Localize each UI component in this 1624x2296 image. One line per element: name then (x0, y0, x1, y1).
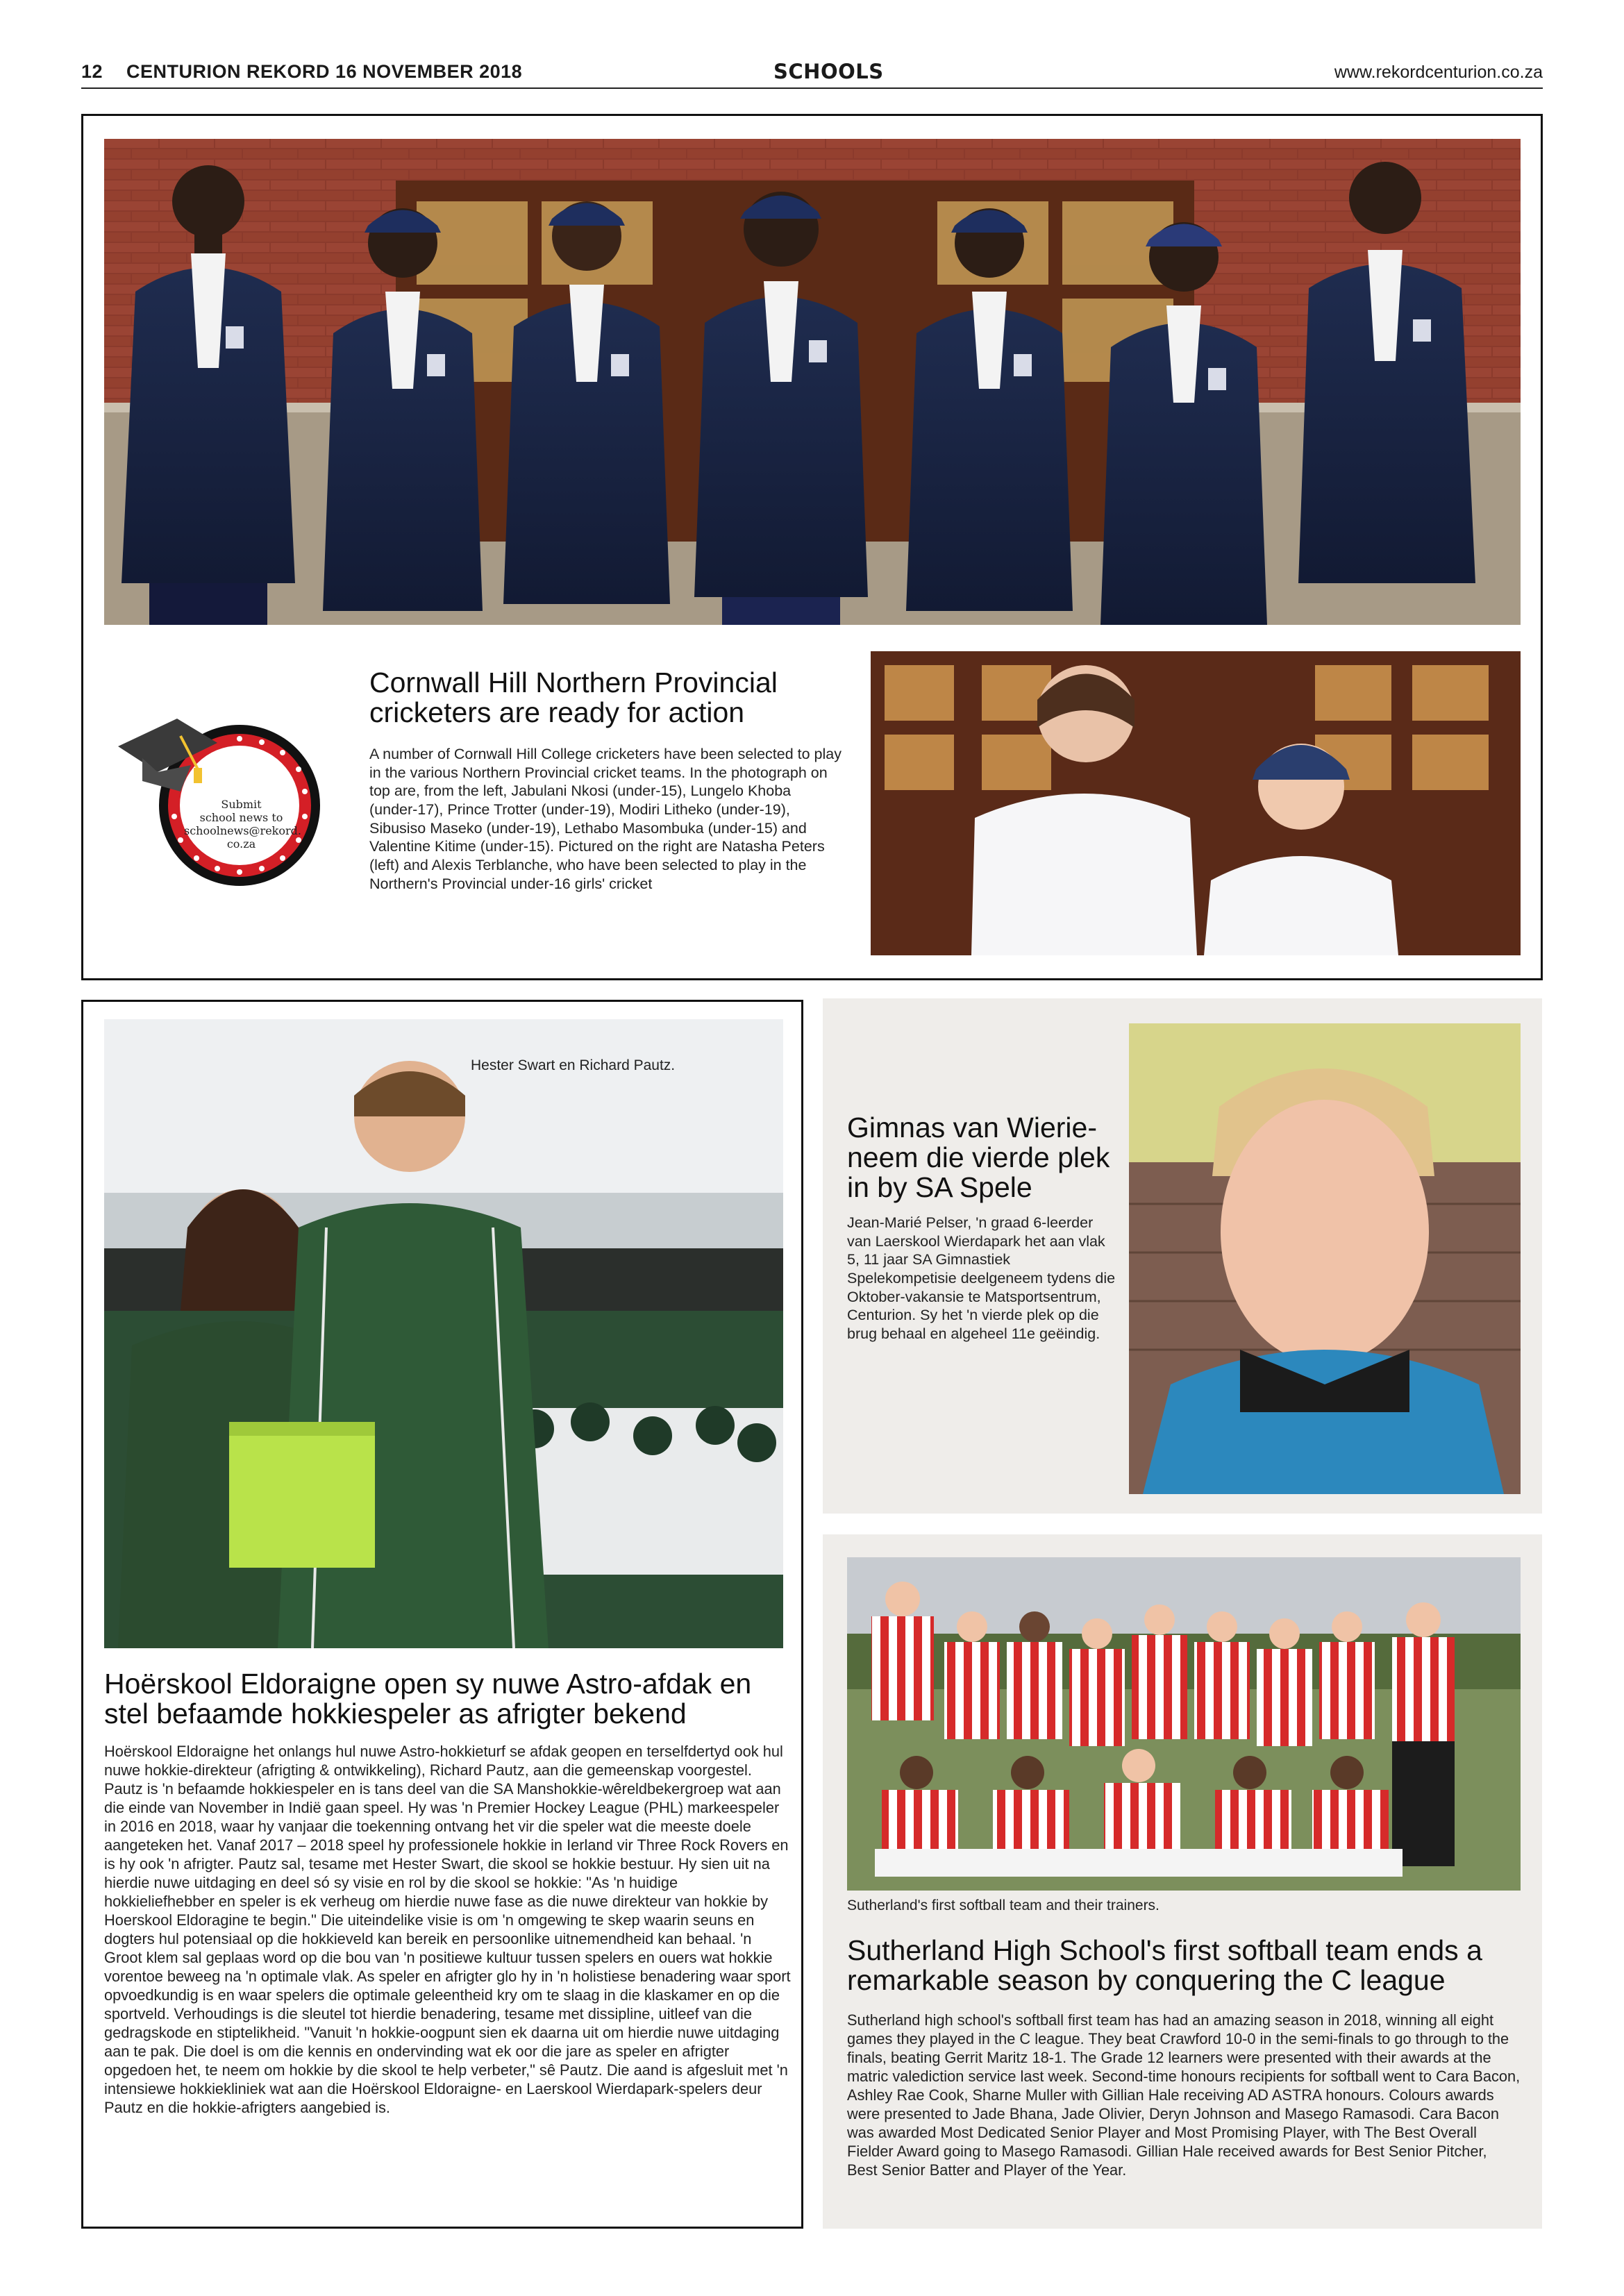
softball-team-photo (847, 1557, 1521, 1891)
hockey-body: Hoërskool Eldoraigne het onlangs hul nuwe Astro-hokkieturf se afdak geopen en terselfdertyd ook hul nuwe hokkie-direkteur (afrigting & ontwikkeling), Richard Pautz, aan die gemeenskap voorgestel. Pautz is 'n befaamde hokkiespeler en is tans deel van die SA Manshokkie-wêreldbekergroep wat aan die einde van November in Indië gaan speel. Hy was 'n Premier Hockey League (PHL) markeespeler in 2016 en 2018, waar hy vanjaar die toekenning ontvang het vir die speler wat die meeste doele aangeteken het. Vanaf 2017 – 2018 speel hy professionele hokkie in Ierland vir Three Rock Rovers en is hy ook 'n afrigter. Pautz sal, tesame met Hester Swart, die skool se hokkie bestuur. Hy sien uit na hierdie nuwe uitdaging en deel só sy visie en rol by die skool se hokkie: "As 'n huidige hokkieliefhebber en speler is ek verheug om hierdie nuwe fase as die nuwe direkteur van hokkie by Hoerskool Eldoragine te begin." Die uiteindelike visie is om 'n omgewing te skep waarin seuns en dogters hul potensiaal op die hokkieveld kan bereik en persoonlike uitnemendheid kan behaal. 'n Groot klem sal geplaas word op die bou van 'n positiewe kultuur tussen spelers en ouers wat hokkie vorentoe beweeg na 'n optimale vlak. As speler en afrigter glo hy in 'n holistiese benadering waar sport opvoedkundig is en waar spelers die optimale geleentheid kry om te slaag in die klaskamer en op die sportveld. Verhoudings is die sleutel tot hierdie benadering, tesame met dissipline, uitleef van die gedragskode en stiptelikheid. "Vanuit 'n hokkie-oogpunt sien ek daarna uit om hierdie nuwe uitdaging aan te pak. Die doel is om die kennis en ondervinding wat ek oor die jare as speler en afrigter opgedoen het, te neem om hokkie by die skool te help verbeter," sê Pautz. Die aand is afgesluit met 'n intensiewe hokkiekliniek wat aan die Hoërskool Eldoraigne- en Laerskool Wierdapark-spelers deur Pautz en die hokkie-afrigters aangebied is. (104, 1743, 791, 2117)
softball-body: Sutherland high school's softball first team has had an amazing season in 2018, winning all eight games they played in the C league. They beat Crawford 10-0 in the semi-finals to go through to the finals, beating Gerrit Maritz 18-1. The Grade 12 learners were presented with their awards at the matric valediction service last week. Second-time honours recipients for softball went to Cara Bacon, Ashley Rae Cook, Sharne Muller with Gillian Hale receiving AD ASTRA honours. Colours awards were presented to Jade Bhana, Jade Olivier, Deryn Johnson and Masego Ramasodi. Cara Bacon was awarded Most Dedicated Senior Player and Most Promising Player, with The Best Overall Fielder Award going to Masego Ramasodi. Gillian Hale received awards for Best Senior Pitcher, Best Senior Batter and Player of the Year. (847, 2011, 1521, 2179)
website-link[interactable]: www.rekordcenturion.co.za (1334, 62, 1543, 82)
cricket-girls-photo (871, 651, 1521, 955)
section-title: SCHOOLS (773, 60, 884, 83)
softball-photo-caption: Sutherland's first softball team and their trainers. (847, 1897, 1160, 1913)
badge-line[interactable]: schoolnews@rekord. (184, 823, 301, 837)
graduation-cap-icon (115, 715, 219, 795)
gymnast-body: Jean-Marié Pelser, 'n graad 6-leerder van Laerskool Wierdapark het aan vlak 5, 11 jaar SA Gimnastiek Spelekompetisie deelgeneem tydens die Oktober-vakansie te Matsportsentrum, Centurion. Sy het 'n vierde plek op die brug behaal en algeheel 11e geëindig. (847, 1214, 1116, 1342)
badge-line: Submit (221, 798, 262, 811)
badge-line[interactable]: co.za (226, 837, 256, 850)
submit-news-text (184, 798, 299, 851)
badge-line: school news to (199, 810, 283, 824)
hockey-photo (104, 1019, 783, 1648)
masthead (81, 61, 522, 83)
cricket-body: A number of Cornwall Hill College cricketers have been selected to play in the various Northern Provincial cricket teams. In the photograph on top are, from the left, Jabulani Nkosi (under-15), Lungelo Khoba (under-17), Prince Trotter (under-19), Modiri Litheko (under-19), Sibusiso Maseko (under-19), Lethabo Masombuka (under-15) and Valentine Kitime (under-15). Pictured on the right are Natasha Peters (left) and Alexis Terblanche, who have been selected to play in the Northern's Provincial under-16 girls' cricket (369, 746, 842, 892)
cricket-headline: Cornwall Hill Northern Provincial cricketers are ready for action (369, 667, 778, 729)
page-number: 12 (81, 61, 103, 82)
gymnast-headline: Gimnas van Wierie-neem die vierde plek in by SA Spele (847, 1112, 1110, 1204)
cricket-team-photo (104, 139, 1521, 625)
softball-headline: Sutherland High School's first softball team ends a remarkable season by conquering the C league (847, 1934, 1482, 1997)
hockey-photo-caption: Hester Swart en Richard Pautz. (471, 1057, 676, 1073)
publication-date: CENTURION REKORD 16 NOVEMBER 2018 (126, 61, 523, 82)
hockey-headline: Hoërskool Eldoraigne open sy nuwe Astro-afdak en stel befaamde hokkiespeler as afrigter bekend (104, 1668, 752, 1730)
gymnast-photo (1129, 1023, 1521, 1494)
header-divider (81, 87, 1543, 89)
